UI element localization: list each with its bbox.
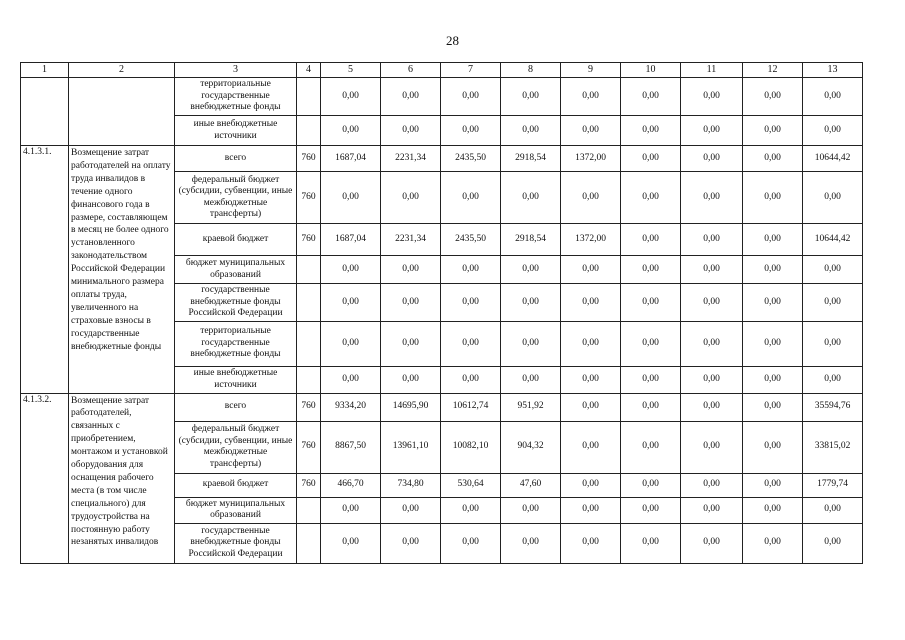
amount-cell: 0,00 bbox=[743, 421, 803, 473]
amount-cell: 0,00 bbox=[441, 321, 501, 366]
amount-cell: 466,70 bbox=[321, 473, 381, 497]
budget-code bbox=[297, 284, 321, 322]
budget-code: 760 bbox=[297, 393, 321, 421]
budget-code: 760 bbox=[297, 421, 321, 473]
funding-source: иные внебюджетные источники bbox=[175, 366, 297, 393]
amount-cell: 2918,54 bbox=[501, 146, 561, 172]
amount-cell: 0,00 bbox=[743, 321, 803, 366]
amount-cell: 0,00 bbox=[803, 78, 863, 116]
amount-cell: 0,00 bbox=[621, 366, 681, 393]
column-header: 2 bbox=[69, 63, 175, 78]
item-description: Возмещение затрат работодателей на оплату труда инвалидов в течение одного финансового года в размере, составляющем в месяц не более одного установленного законодательством Российской Федерации минимального размера оплаты труда, увеличенного на страховые взносы в государственные внебюджетные фонды bbox=[69, 146, 175, 394]
amount-cell: 8867,50 bbox=[321, 421, 381, 473]
amount-cell: 10644,42 bbox=[803, 224, 863, 256]
amount-cell: 0,00 bbox=[743, 78, 803, 116]
amount-cell: 0,00 bbox=[381, 366, 441, 393]
funding-source: государственные внебюджетные фонды Российской Федерации bbox=[175, 284, 297, 322]
amount-cell: 0,00 bbox=[441, 523, 501, 563]
amount-cell: 0,00 bbox=[743, 146, 803, 172]
amount-cell: 0,00 bbox=[803, 116, 863, 146]
amount-cell: 10644,42 bbox=[803, 146, 863, 172]
funding-source: иные внебюджетные источники bbox=[175, 116, 297, 146]
amount-cell: 0,00 bbox=[441, 366, 501, 393]
funding-source: федеральный бюджет (субсидии, субвенции, иные межбюджетные трансферты) bbox=[175, 172, 297, 224]
column-header: 5 bbox=[321, 63, 381, 78]
amount-cell: 0,00 bbox=[621, 421, 681, 473]
amount-cell: 0,00 bbox=[803, 523, 863, 563]
amount-cell: 0,00 bbox=[681, 473, 743, 497]
amount-cell: 0,00 bbox=[621, 393, 681, 421]
amount-cell: 0,00 bbox=[561, 284, 621, 322]
amount-cell: 0,00 bbox=[441, 116, 501, 146]
column-header: 8 bbox=[501, 63, 561, 78]
amount-cell: 0,00 bbox=[681, 523, 743, 563]
amount-cell: 0,00 bbox=[803, 366, 863, 393]
column-header: 6 bbox=[381, 63, 441, 78]
header-row bbox=[21, 63, 863, 78]
amount-cell: 530,64 bbox=[441, 473, 501, 497]
amount-cell: 0,00 bbox=[681, 146, 743, 172]
amount-cell: 2231,34 bbox=[381, 146, 441, 172]
amount-cell: 1687,04 bbox=[321, 146, 381, 172]
amount-cell: 0,00 bbox=[621, 78, 681, 116]
amount-cell: 0,00 bbox=[561, 116, 621, 146]
amount-cell: 0,00 bbox=[381, 321, 441, 366]
amount-cell: 951,92 bbox=[501, 393, 561, 421]
amount-cell: 0,00 bbox=[681, 366, 743, 393]
amount-cell: 0,00 bbox=[621, 497, 681, 523]
amount-cell: 10612,74 bbox=[441, 393, 501, 421]
amount-cell: 0,00 bbox=[743, 224, 803, 256]
column-header: 7 bbox=[441, 63, 501, 78]
amount-cell: 0,00 bbox=[321, 172, 381, 224]
amount-cell: 0,00 bbox=[321, 284, 381, 322]
amount-cell: 0,00 bbox=[321, 116, 381, 146]
column-header: 9 bbox=[561, 63, 621, 78]
amount-cell: 0,00 bbox=[743, 116, 803, 146]
amount-cell: 0,00 bbox=[681, 497, 743, 523]
amount-cell: 0,00 bbox=[321, 497, 381, 523]
column-header: 4 bbox=[297, 63, 321, 78]
item-description: Возмещение затрат работодателей, связанных с приобретением, монтажом и установкой оборудования для оснащения рабочего места (в том числе специального) для трудоустройства на постоянную работу незанятых инвалидов bbox=[69, 393, 175, 563]
budget-code: 760 bbox=[297, 473, 321, 497]
amount-cell: 0,00 bbox=[803, 284, 863, 322]
item-number: 4.1.3.1. bbox=[21, 146, 69, 394]
amount-cell: 0,00 bbox=[681, 284, 743, 322]
amount-cell: 14695,90 bbox=[381, 393, 441, 421]
table-row bbox=[21, 393, 863, 421]
amount-cell: 0,00 bbox=[321, 523, 381, 563]
column-header: 13 bbox=[803, 63, 863, 78]
amount-cell: 0,00 bbox=[441, 284, 501, 322]
amount-cell: 0,00 bbox=[381, 497, 441, 523]
item-number-empty bbox=[21, 78, 69, 146]
funding-source: федеральный бюджет (субсидии, субвенции, иные межбюджетные трансферты) bbox=[175, 421, 297, 473]
amount-cell: 0,00 bbox=[743, 366, 803, 393]
funding-source: территориальные государственные внебюджетные фонды bbox=[175, 78, 297, 116]
amount-cell: 13961,10 bbox=[381, 421, 441, 473]
funding-source: государственные внебюджетные фонды Российской Федерации bbox=[175, 523, 297, 563]
amount-cell: 0,00 bbox=[321, 366, 381, 393]
amount-cell: 0,00 bbox=[561, 421, 621, 473]
amount-cell: 0,00 bbox=[621, 172, 681, 224]
amount-cell: 0,00 bbox=[743, 523, 803, 563]
amount-cell: 0,00 bbox=[681, 78, 743, 116]
amount-cell: 0,00 bbox=[381, 116, 441, 146]
budget-table bbox=[20, 62, 863, 564]
amount-cell: 2435,50 bbox=[441, 224, 501, 256]
amount-cell: 0,00 bbox=[803, 172, 863, 224]
funding-source: всего bbox=[175, 393, 297, 421]
amount-cell: 0,00 bbox=[441, 497, 501, 523]
funding-source: краевой бюджет bbox=[175, 224, 297, 256]
amount-cell: 0,00 bbox=[681, 224, 743, 256]
budget-code bbox=[297, 116, 321, 146]
amount-cell: 734,80 bbox=[381, 473, 441, 497]
column-header: 3 bbox=[175, 63, 297, 78]
amount-cell: 0,00 bbox=[803, 321, 863, 366]
amount-cell: 0,00 bbox=[743, 473, 803, 497]
amount-cell: 904,32 bbox=[501, 421, 561, 473]
column-header: 11 bbox=[681, 63, 743, 78]
amount-cell: 0,00 bbox=[561, 473, 621, 497]
amount-cell: 0,00 bbox=[561, 256, 621, 284]
amount-cell: 0,00 bbox=[561, 523, 621, 563]
amount-cell: 0,00 bbox=[561, 366, 621, 393]
amount-cell: 0,00 bbox=[441, 78, 501, 116]
amount-cell: 0,00 bbox=[621, 523, 681, 563]
amount-cell: 9334,20 bbox=[321, 393, 381, 421]
amount-cell: 0,00 bbox=[321, 321, 381, 366]
budget-code bbox=[297, 523, 321, 563]
amount-cell: 0,00 bbox=[681, 116, 743, 146]
amount-cell: 0,00 bbox=[321, 78, 381, 116]
amount-cell: 1687,04 bbox=[321, 224, 381, 256]
amount-cell: 0,00 bbox=[621, 146, 681, 172]
amount-cell: 0,00 bbox=[381, 284, 441, 322]
amount-cell: 0,00 bbox=[621, 284, 681, 322]
funding-source: всего bbox=[175, 146, 297, 172]
amount-cell: 0,00 bbox=[561, 393, 621, 421]
budget-code: 760 bbox=[297, 172, 321, 224]
amount-cell: 0,00 bbox=[803, 256, 863, 284]
budget-code bbox=[297, 256, 321, 284]
amount-cell: 0,00 bbox=[681, 172, 743, 224]
amount-cell: 0,00 bbox=[501, 321, 561, 366]
funding-source: бюджет муниципальных образований bbox=[175, 497, 297, 523]
amount-cell: 1779,74 bbox=[803, 473, 863, 497]
page-number: 28 bbox=[446, 33, 459, 48]
amount-cell: 0,00 bbox=[561, 321, 621, 366]
amount-cell: 0,00 bbox=[381, 172, 441, 224]
table-row bbox=[21, 78, 863, 116]
amount-cell: 0,00 bbox=[621, 256, 681, 284]
amount-cell: 0,00 bbox=[501, 366, 561, 393]
amount-cell: 0,00 bbox=[561, 497, 621, 523]
amount-cell: 0,00 bbox=[743, 256, 803, 284]
amount-cell: 0,00 bbox=[621, 224, 681, 256]
amount-cell: 0,00 bbox=[621, 473, 681, 497]
item-number: 4.1.3.2. bbox=[21, 393, 69, 563]
budget-code bbox=[297, 321, 321, 366]
amount-cell: 0,00 bbox=[743, 172, 803, 224]
amount-cell: 0,00 bbox=[561, 172, 621, 224]
amount-cell: 0,00 bbox=[501, 172, 561, 224]
funding-source: краевой бюджет bbox=[175, 473, 297, 497]
amount-cell: 0,00 bbox=[561, 78, 621, 116]
amount-cell: 2231,34 bbox=[381, 224, 441, 256]
funding-source: бюджет муниципальных образований bbox=[175, 256, 297, 284]
amount-cell: 0,00 bbox=[803, 497, 863, 523]
budget-code bbox=[297, 78, 321, 116]
column-header: 1 bbox=[21, 63, 69, 78]
amount-cell: 0,00 bbox=[441, 172, 501, 224]
amount-cell: 0,00 bbox=[743, 393, 803, 421]
amount-cell: 0,00 bbox=[621, 321, 681, 366]
amount-cell: 10082,10 bbox=[441, 421, 501, 473]
column-header: 10 bbox=[621, 63, 681, 78]
amount-cell: 0,00 bbox=[621, 116, 681, 146]
amount-cell: 0,00 bbox=[501, 497, 561, 523]
amount-cell: 0,00 bbox=[501, 116, 561, 146]
budget-code: 760 bbox=[297, 146, 321, 172]
table-row bbox=[21, 146, 863, 172]
amount-cell: 0,00 bbox=[501, 256, 561, 284]
budget-code bbox=[297, 366, 321, 393]
amount-cell: 0,00 bbox=[501, 284, 561, 322]
funding-source: территориальные государственные внебюджетные фонды bbox=[175, 321, 297, 366]
amount-cell: 1372,00 bbox=[561, 224, 621, 256]
amount-cell: 0,00 bbox=[501, 523, 561, 563]
amount-cell: 0,00 bbox=[381, 78, 441, 116]
amount-cell: 0,00 bbox=[501, 78, 561, 116]
amount-cell: 35594,76 bbox=[803, 393, 863, 421]
item-description-empty bbox=[69, 78, 175, 146]
amount-cell: 0,00 bbox=[743, 497, 803, 523]
amount-cell: 0,00 bbox=[681, 321, 743, 366]
amount-cell: 47,60 bbox=[501, 473, 561, 497]
amount-cell: 0,00 bbox=[381, 256, 441, 284]
amount-cell: 0,00 bbox=[381, 523, 441, 563]
budget-code: 760 bbox=[297, 224, 321, 256]
amount-cell: 2918,54 bbox=[501, 224, 561, 256]
budget-code bbox=[297, 497, 321, 523]
amount-cell: 0,00 bbox=[681, 256, 743, 284]
column-header: 12 bbox=[743, 63, 803, 78]
amount-cell: 1372,00 bbox=[561, 146, 621, 172]
amount-cell: 0,00 bbox=[743, 284, 803, 322]
amount-cell: 0,00 bbox=[321, 256, 381, 284]
amount-cell: 33815,02 bbox=[803, 421, 863, 473]
amount-cell: 0,00 bbox=[681, 421, 743, 473]
amount-cell: 0,00 bbox=[441, 256, 501, 284]
amount-cell: 2435,50 bbox=[441, 146, 501, 172]
amount-cell: 0,00 bbox=[681, 393, 743, 421]
